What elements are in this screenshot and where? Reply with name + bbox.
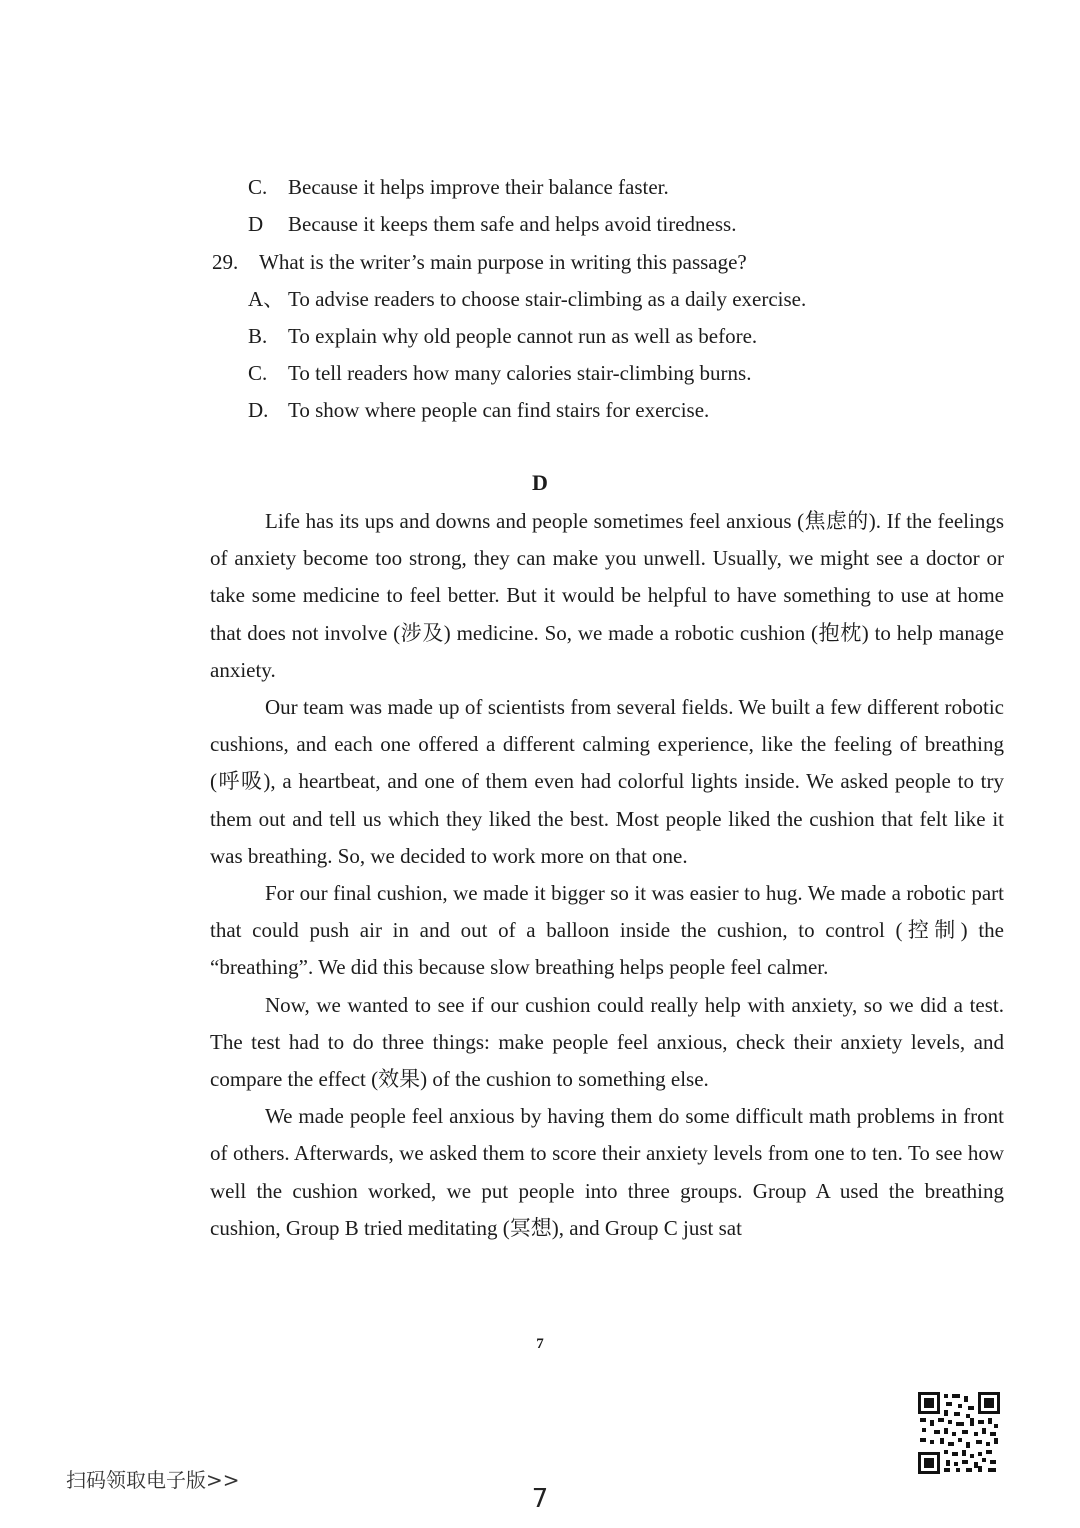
- option-text: To advise readers to choose stair-climbing as a daily exercise.: [288, 287, 807, 311]
- option-b: [248, 322, 757, 350]
- passage-paragraph: Now, we wanted to see if our cushion could really help with anxiety, so we did a test. The test had to do three things: make people feel anxious, check their anxiety levels, and compare the effect (效果) of the cushion to something else.: [210, 992, 1004, 1092]
- option-d-prev: [248, 210, 736, 238]
- option-letter: A、: [248, 287, 285, 311]
- reading-passage: [210, 503, 1004, 1247]
- question-text: What is the writer’s main purpose in writing this passage?: [259, 250, 747, 274]
- question-number: 29.: [212, 250, 239, 274]
- option-letter: C.: [248, 175, 268, 199]
- option-text: To explain why old people cannot run as well as before.: [288, 324, 758, 348]
- option-letter: D: [248, 212, 264, 236]
- option-c: [248, 359, 751, 387]
- scan-code-link[interactable]: 扫码领取电子版>>: [66, 1468, 240, 1492]
- option-text: To show where people can find stairs for exercise.: [288, 398, 710, 422]
- option-d: [248, 396, 709, 424]
- option-a: [248, 285, 806, 313]
- option-letter: C.: [248, 361, 268, 385]
- option-c-prev: [248, 173, 669, 201]
- page-number: 7: [536, 1336, 544, 1352]
- qr-code-icon[interactable]: [918, 1392, 1000, 1474]
- passage-paragraph: Life has its ups and downs and people sometimes feel anxious (焦虑的). If the feelings of anxiety become too strong, they can make you unwell. Usually, we might see a doctor or take some medicine to feel better. But it would be helpful to have something to use at home that does not involve (涉及) medicine. So, we made a robotic cushion (抱枕) to help manage anxiety.: [210, 509, 1004, 682]
- section-heading: D: [532, 470, 548, 495]
- passage-paragraph: We made people feel anxious by having them do some difficult math problems in front of others. Afterwards, we asked them to score their anxiety levels from one to ten. To see how well the cushion worked, we put people into three groups. Group A used the breathing cushion, Group B tried meditating (冥想), and Group C just sat: [210, 1104, 1004, 1240]
- option-text: Because it helps improve their balance faster.: [288, 175, 669, 199]
- option-letter: B.: [248, 324, 268, 348]
- option-text: To tell readers how many calories stair-climbing burns.: [288, 361, 752, 385]
- question-29-stem: [212, 248, 747, 276]
- option-letter: D.: [248, 398, 269, 422]
- passage-paragraph: For our final cushion, we made it bigger so it was easier to hug. We made a robotic part that could push air in and out of a balloon inside the cushion, to control (控制) the “breathing”. We did this because slow breathing helps people feel calmer.: [210, 881, 1004, 980]
- option-text: Because it keeps them safe and helps avoid tiredness.: [288, 212, 737, 236]
- footer-page-number: 7: [531, 1484, 549, 1514]
- passage-paragraph: Our team was made up of scientists from several fields. We built a few different robotic cushions, and each one offered a different calming experience, like the feeling of breathing (呼吸), a heartbeat, and one of them even had colorful lights inside. We asked people to try them out and tell us which they liked the best. Most people liked the cushion that felt like it was breathing. So, we decided to work more on that one.: [210, 695, 1004, 868]
